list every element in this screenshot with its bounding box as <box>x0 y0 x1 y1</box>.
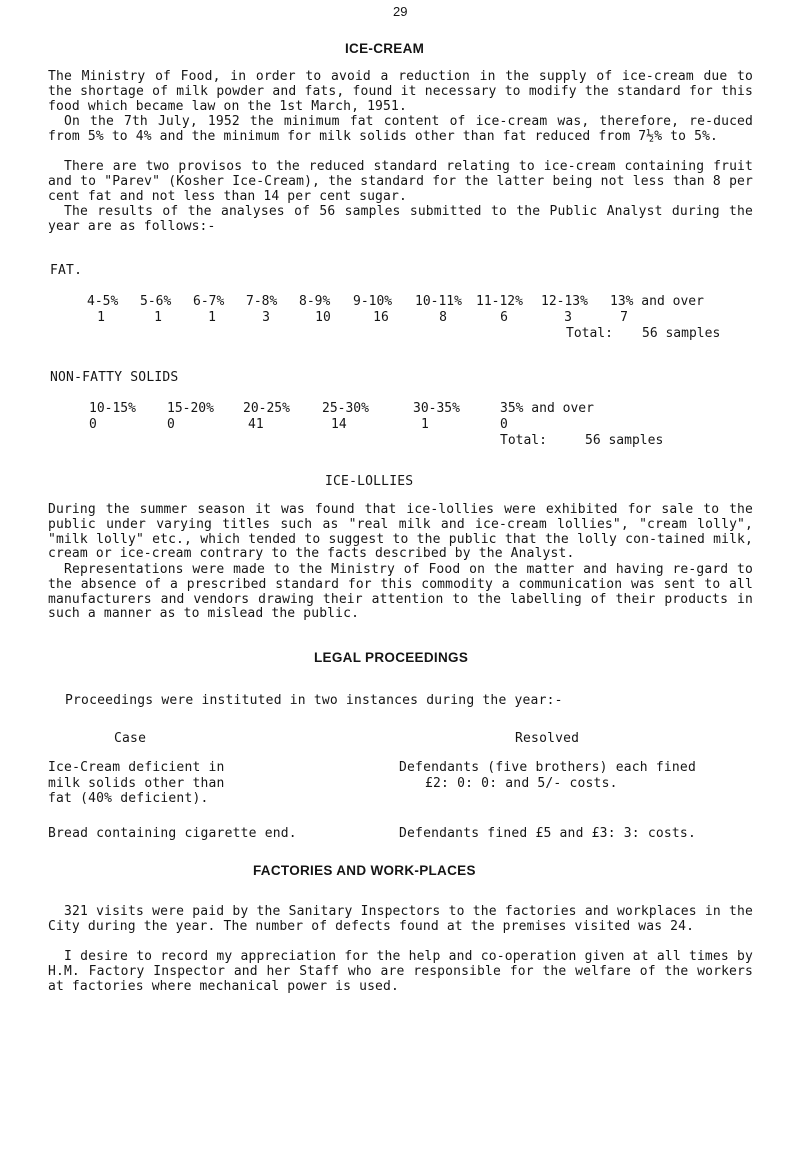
fat-range: 5-6% <box>140 294 172 309</box>
legal-resolved-header: Resolved <box>515 731 580 746</box>
ice-lollies-paragraph-1: During the summer season it was found that ice-lollies were exhibited for sale to the public under varying titles such as "real milk and ice-cream lollies", "cream lolly", "milk lolly" etc., which tended to suggest to the public that the lolly con-tained milk, cream or ice-cream contrary to the facts described by the Analyst. <box>48 502 753 562</box>
legal-case-2: Bread containing cigarette end. <box>48 826 297 841</box>
fat-count: 3 <box>262 310 270 325</box>
ice-lollies-heading: ICE-LOLLIES <box>325 474 414 489</box>
nfs-range: 10-15% <box>89 401 136 416</box>
fat-count: 16 <box>373 310 389 325</box>
nfs-count: 14 <box>331 417 347 432</box>
fat-count: 1 <box>154 310 162 325</box>
fat-range: 13% and over <box>610 294 704 309</box>
fat-range: 8-9% <box>299 294 331 309</box>
nfs-range: 35% and over <box>500 401 594 416</box>
factories-heading: FACTORIES AND WORK-PLACES <box>253 863 476 878</box>
page-number: 29 <box>393 4 408 19</box>
nfs-total-row <box>0 433 800 449</box>
fat-total-label: Total: <box>566 326 613 341</box>
nfs-total-label: Total: <box>500 433 547 448</box>
fat-count: 6 <box>500 310 508 325</box>
nfs-range: 15-20% <box>167 401 214 416</box>
ice-cream-paragraph-1: The Ministry of Food, in order to avoid a reduction in the supply of ice-cream due to the shortage of milk powder and fats, found it necessary to modify the standard for this food which became law on the 1st March, 1951. <box>48 69 753 114</box>
fat-count: 8 <box>439 310 447 325</box>
fat-count: 3 <box>564 310 572 325</box>
ice-lollies-paragraph-2: Representations were made to the Ministry of Food on the matter and having re-gard to the absence of a prescribed standard for this commodity a communication was sent to all manufacturers and vendors drawing their attention to the labelling of their products in such a manner as to mislead the public. <box>48 562 753 622</box>
ice-cream-paragraph-4: The results of the analyses of 56 samples submitted to the Public Analyst during the year are as follows:- <box>48 204 753 234</box>
fat-total-value: 56 samples <box>642 326 721 341</box>
fat-count: 10 <box>315 310 331 325</box>
fat-range: 12-13% <box>541 294 588 309</box>
fat-counts-row <box>0 310 800 326</box>
legal-case-header: Case <box>114 731 147 746</box>
legal-proceedings-heading: LEGAL PROCEEDINGS <box>314 650 469 665</box>
fat-range: 10-11% <box>415 294 462 309</box>
nfs-total-value: 56 samples <box>585 433 664 448</box>
nfs-count: 1 <box>421 417 429 432</box>
fat-ranges-row <box>0 294 800 310</box>
ice-cream-paragraph-2: On the 7th July, 1952 the minimum fat content of ice-cream was, therefore, re-duced from 5% to 4% and the minimum for milk solids other than fat reduced from 7½% to 5%. <box>48 114 753 144</box>
nfs-ranges-row <box>0 401 800 417</box>
legal-intro: Proceedings were instituted in two instances during the year:- <box>65 693 563 708</box>
nfs-count: 0 <box>500 417 508 432</box>
nfs-counts-row <box>0 417 800 433</box>
fat-range: 11-12% <box>476 294 523 309</box>
factories-paragraph-2: I desire to record my appreciation for the help and co-operation given at all times by H.M. Factory Inspector and her Staff who are responsible for the welfare of the workers at factories where mechanical power is used. <box>48 949 753 994</box>
fat-count: 1 <box>97 310 105 325</box>
legal-resolved-2: Defendants fined £5 and £3: 3: costs. <box>399 826 696 841</box>
legal-resolved-1: Defendants (five brothers) each fined £2: 0: 0: and 5/- costs. <box>399 760 696 791</box>
nfs-count: 0 <box>89 417 97 432</box>
nfs-range: 30-35% <box>413 401 460 416</box>
ice-cream-paragraph-3: There are two provisos to the reduced standard relating to ice-cream containing fruit and to "Parev" (Kosher Ice-Cream), the standard for the latter being not less than 8 per cent fat and not less than 14 per cent sugar. <box>48 159 753 204</box>
nfs-count: 41 <box>248 417 264 432</box>
fat-label: FAT. <box>50 263 83 278</box>
fat-range: 9-10% <box>353 294 393 309</box>
non-fatty-solids-label: NON-FATTY SOLIDS <box>50 370 179 385</box>
nfs-range: 20-25% <box>243 401 290 416</box>
fat-count: 7 <box>620 310 628 325</box>
factories-paragraph-1: 321 visits were paid by the Sanitary Inspectors to the factories and workplaces in the City during the year. The number of defects found at the premises visited was 24. <box>48 904 753 934</box>
fat-range: 6-7% <box>193 294 225 309</box>
ice-cream-heading: ICE-CREAM <box>345 41 425 56</box>
fat-range: 7-8% <box>246 294 278 309</box>
fat-range: 4-5% <box>87 294 119 309</box>
fat-total-row <box>0 326 800 342</box>
fat-count: 1 <box>208 310 216 325</box>
legal-case-1: Ice-Cream deficient in milk solids other than fat (40% deficient). <box>48 760 225 806</box>
nfs-count: 0 <box>167 417 175 432</box>
nfs-range: 25-30% <box>322 401 369 416</box>
